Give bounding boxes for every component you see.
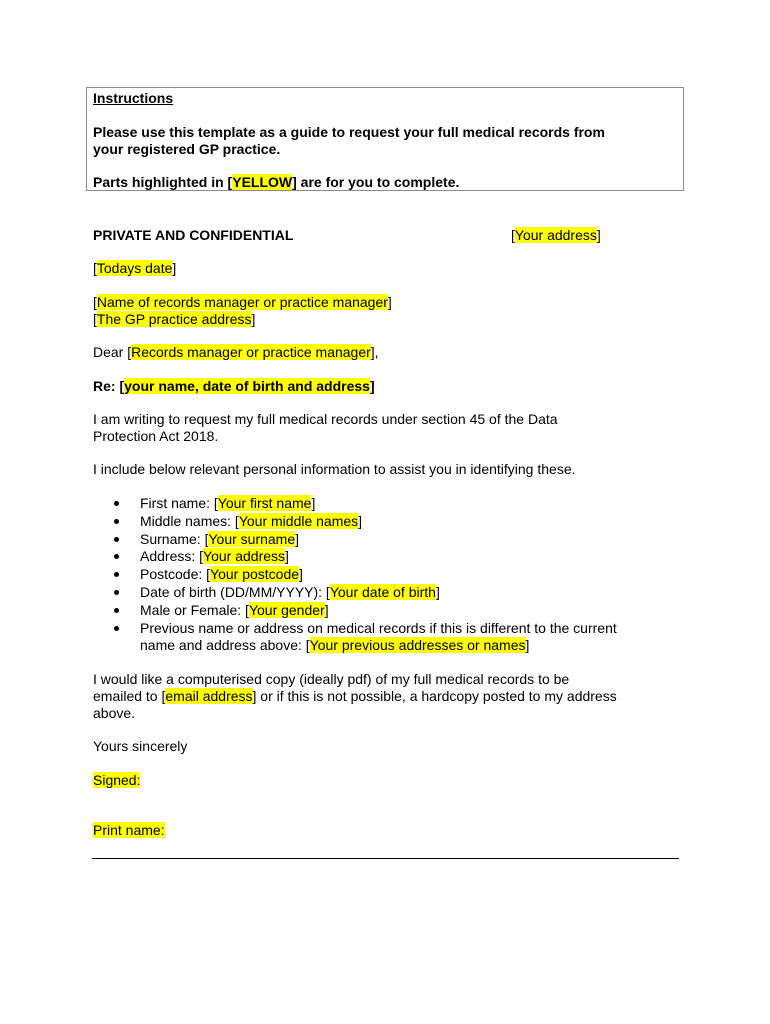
todays-date-field: Todays date <box>96 260 173 276</box>
confidential-label: PRIVATE AND CONFIDENTIAL <box>93 227 294 243</box>
item-field: Your middle names <box>238 513 359 529</box>
item-close: ] <box>299 566 303 582</box>
para3-line-2 <box>93 688 617 705</box>
signature-line <box>92 858 679 859</box>
para3-line-1: I would like a computerised copy (ideally pdf) of my full medical records to be <box>93 671 570 687</box>
parts-highlight: YELLOW <box>232 174 293 190</box>
item-label: Surname: [ <box>140 531 209 547</box>
salutation <box>93 344 379 361</box>
signed-label <box>93 772 140 789</box>
item-field: Your address <box>203 548 286 564</box>
para3-pre: emailed to [ <box>93 688 166 704</box>
item-label: name and address above: [ <box>140 637 310 653</box>
print-name-label <box>93 822 165 839</box>
closing: Yours sincerely <box>93 738 188 754</box>
item-label: Male or Female: [ <box>140 602 249 618</box>
practice-address-field: The GP practice address <box>96 311 252 327</box>
item-label: Address: [ <box>140 548 204 564</box>
item-field: Your surname <box>208 531 296 547</box>
item-close: ] <box>295 531 300 547</box>
instructions-heading: Instructions <box>93 90 174 106</box>
signed-field: Signed: <box>93 772 141 788</box>
subject-post: ] <box>369 378 375 394</box>
bullet-icon <box>114 519 119 524</box>
subject-field: your name, date of birth and address <box>124 378 370 394</box>
recipient-name: [Name of records manager or practice manager] <box>93 294 392 310</box>
item-close: ] <box>324 602 329 618</box>
sender-address: [Your address] <box>511 227 601 243</box>
para2: I include below relevant personal information to assist you in identifying these. <box>93 461 576 477</box>
para3-line-3: above. <box>93 705 136 721</box>
todays-date: [Todays date] <box>93 260 177 276</box>
item-label: Middle names: [ <box>140 513 239 529</box>
recipient-name-field: Name of records manager or practice manager <box>96 294 388 310</box>
item-label: First name: [ <box>140 495 218 511</box>
para1-line-1: I am writing to request my full medical records under section 45 of the Data <box>93 411 558 427</box>
item-field: Your gender <box>248 602 325 618</box>
bullet-icon <box>114 626 119 631</box>
parts-pre: Parts highlighted in [ <box>93 174 233 190</box>
instructions-line-2: your registered GP practice. <box>93 141 281 157</box>
item-close: ] <box>435 584 440 600</box>
salutation-pre: Dear [ <box>93 344 132 360</box>
item-field: Your postcode <box>210 566 300 582</box>
instructions-line-1: Please use this template as a guide to request your full medical records from <box>93 124 605 140</box>
instructions-parts-note <box>93 174 459 191</box>
sender-address-field: Your address <box>514 227 597 243</box>
item-close: ] <box>358 513 363 529</box>
item-label: Date of birth (DD/MM/YYYY): [ <box>140 584 330 600</box>
bullet-icon <box>114 608 119 613</box>
item-field: Your previous addresses or names <box>309 637 526 653</box>
item-field: Your date of birth <box>329 584 436 600</box>
item-label: Previous name or address on medical records if this is different to the current <box>140 620 617 636</box>
para3-post: ] or if this is not possible, a hardcopy posted to my address <box>252 688 617 704</box>
item-label: Postcode: [ <box>140 566 211 582</box>
bullet-icon <box>114 554 119 559</box>
item-close: ] <box>311 495 316 511</box>
email-field: email address <box>165 688 253 704</box>
item-close: ] <box>525 637 530 653</box>
subject-pre: Re: [ <box>93 378 125 394</box>
salutation-field: Records manager or practice manager <box>131 344 371 360</box>
item-field: Your first name <box>217 495 312 511</box>
item-close: ] <box>285 548 289 564</box>
salutation-post: ], <box>370 344 379 360</box>
print-name-field: Print name: <box>93 822 165 838</box>
bullet-icon <box>114 590 119 595</box>
para1-line-2: Protection Act 2018. <box>93 428 219 444</box>
bullet-icon <box>114 572 119 577</box>
parts-post: ] are for you to complete. <box>292 174 460 190</box>
subject-line <box>93 378 375 395</box>
bullet-icon <box>114 537 119 542</box>
practice-address: [The GP practice address] <box>93 311 256 327</box>
bullet-icon <box>114 501 119 506</box>
